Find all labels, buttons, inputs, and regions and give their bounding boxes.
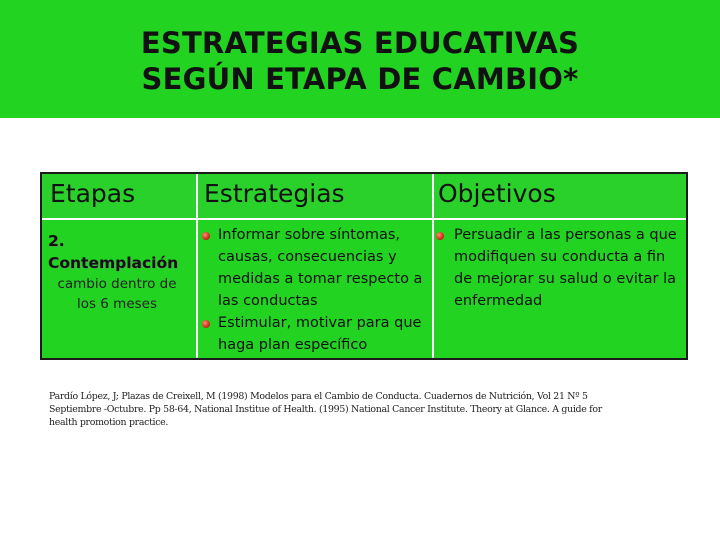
- stage-label: Contemplación: [48, 254, 179, 272]
- header-label-etapas: Etapas: [50, 179, 136, 208]
- objectives-list: [434, 224, 682, 312]
- list-item: [434, 224, 682, 312]
- stage-name: [48, 230, 178, 274]
- slide-title-line-2: SEGÚN ETAPA DE CAMBIO*: [141, 62, 579, 96]
- bullet-icon: [202, 232, 210, 240]
- strategies-list: [198, 224, 428, 356]
- objective-text: Persuadir a las personas a que modifiquen su conducta a fin de mejorar su salud o evitar la enfermedad: [454, 227, 677, 309]
- stage-number: 2.: [48, 232, 65, 250]
- list-item: [198, 312, 428, 356]
- strategies-cell: [198, 220, 432, 358]
- bullet-icon: [436, 232, 444, 240]
- objectives-cell: [434, 220, 686, 358]
- strategy-text: Informar sobre síntomas, causas, consecuencias y medidas a tomar respecto a las conductas: [218, 227, 423, 309]
- reference-citation: Pardío López, J; Plazas de Creixell, M (1998) Modelos para el Cambio de Conducta. Cuadernos de Nutrición, Vol 21 Nº 5 Septiembre -Octubre. Pp 58-64, National Institue of Health. (1995) National Cancer Institute. Theory at Glance. A guide for health promotion practice.: [49, 391, 602, 428]
- header-label-objetivos: Objetivos: [438, 179, 556, 208]
- slide-title-line-1: ESTRATEGIAS EDUCATIVAS: [140, 26, 580, 60]
- stage-cell: [42, 220, 196, 358]
- strategy-text: Estimular, motivar para que haga plan específico: [218, 315, 422, 353]
- strategies-table: [40, 172, 688, 360]
- header-label-estrategias: Estrategias: [204, 179, 345, 208]
- title-banner: [0, 0, 720, 118]
- header-cell-objetivos: [434, 174, 686, 218]
- bullet-icon: [202, 320, 210, 328]
- header-cell-estrategias: [198, 174, 432, 218]
- stage-note: cambio dentro de los 6 meses: [57, 276, 177, 312]
- list-item: [198, 224, 428, 312]
- header-cell-etapas: [42, 174, 196, 218]
